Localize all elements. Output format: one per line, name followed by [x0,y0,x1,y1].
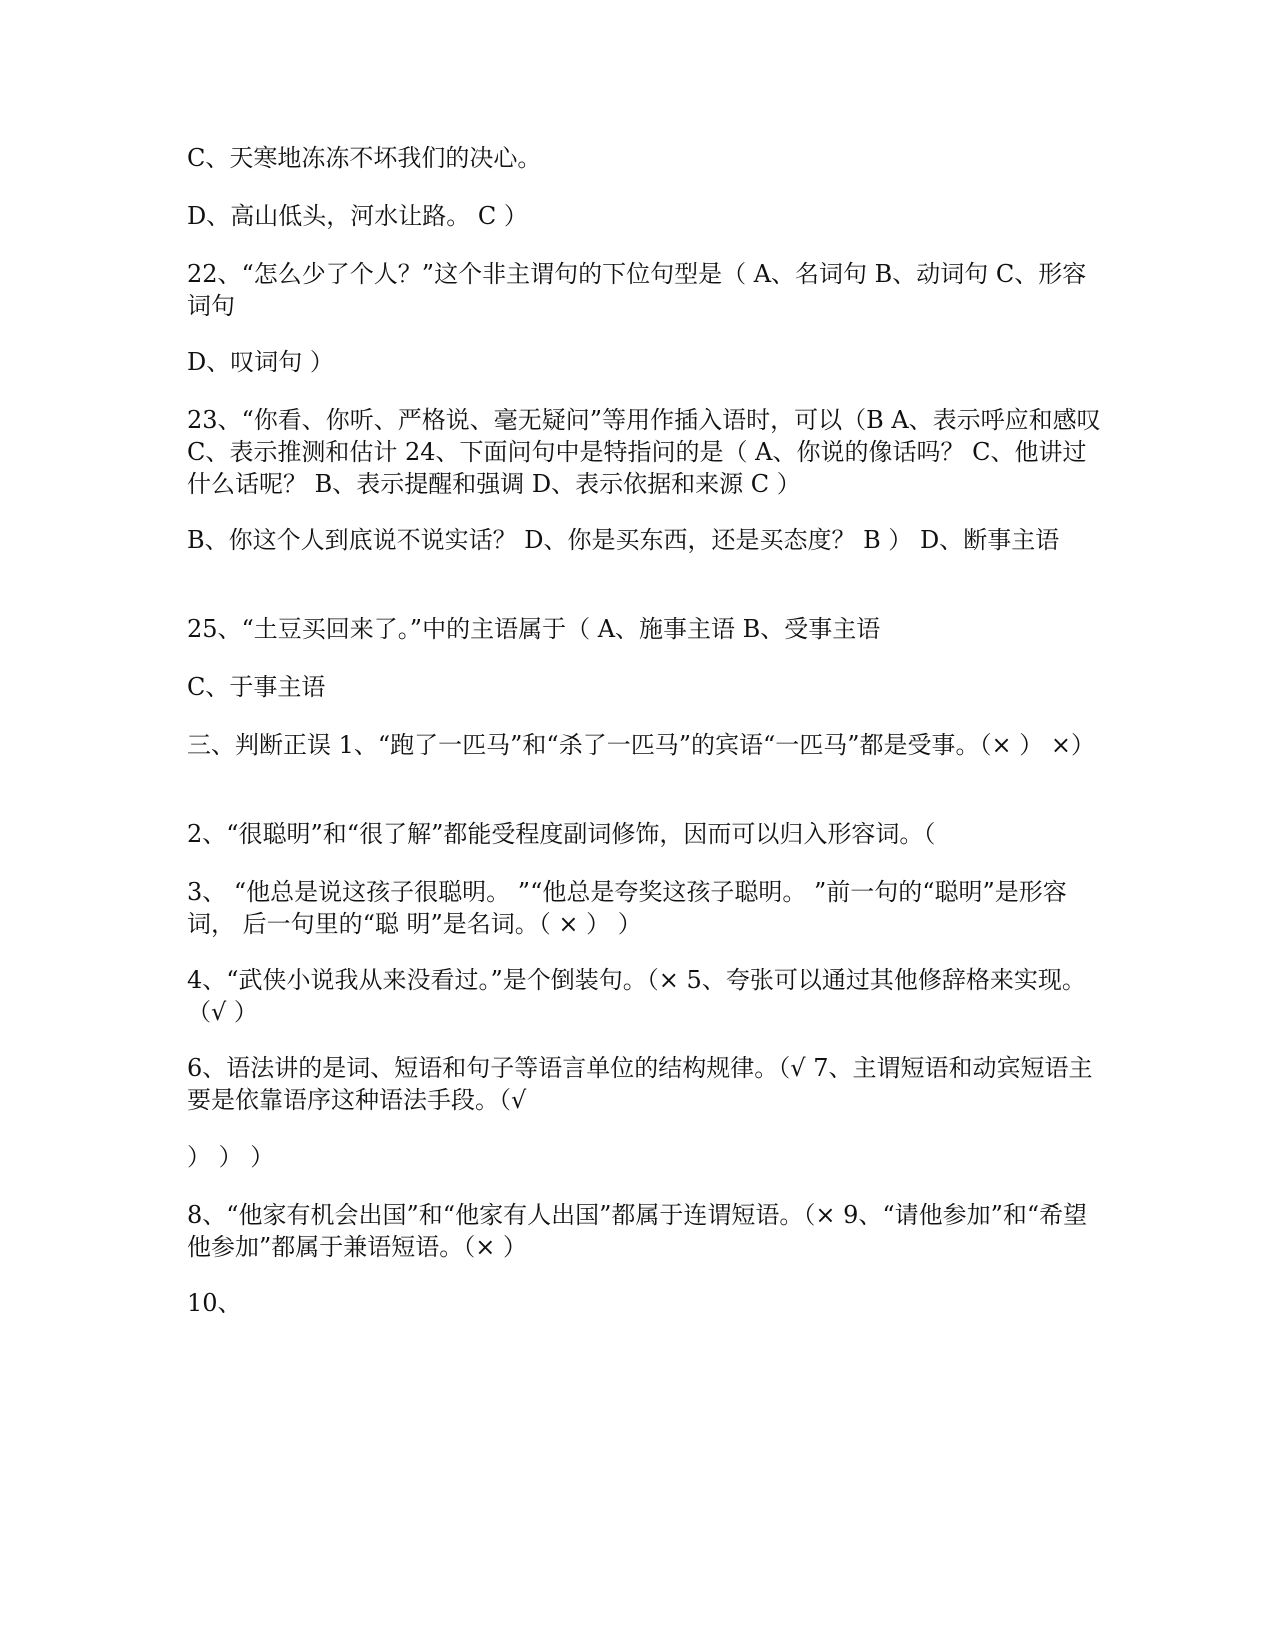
section-three-item-1: 三、判断正误 1、“跑了一匹马”和“杀了一匹马”的宾语“一匹马”都是受事。（× ） ×） [187,731,1095,759]
question-25-option-c: C、于事主语 [187,673,326,701]
option-c-line: C、天寒地冻冻不坏我们的决心。 [187,144,542,172]
questions-23-24-options: B、你这个人到底说不说实话？ D、你是买东西，还是买态度？ B ） D、断事主语 [187,526,1060,554]
section-three-items-6-7: 6、语法讲的是词、短语和句子等语言单位的结构规律。（√ 7、主谓短语和动宾短语主要是依靠语序这种语法手段。（√ [187,1054,1093,1114]
questions-23-24: 23、“你看、你听、严格说、毫无疑问”等用作插入语时，可以（B A、表示呼应和感叹 C、表示推测和估计 24、下面问句中是特指问的是（ A、你说的像话吗？ C、他讲过什么话呢？ B、表示提醒和强调 D、表示依据和来源 C ） [187,406,1101,498]
section-three-item-3: 3、 “他总是说这孩子很聪明。 ”“他总是夸奖这孩子聪明。 ”前一句的“聪明”是形容词， 后一句里的“聪 明”是名词。（ × ） ） [187,878,1067,938]
closing-brackets-line: ） ） ） [187,1143,275,1171]
section-three-items-4-5: 4、“武侠小说我从来没看过。”是个倒装句。（× 5、夸张可以通过其他修辞格来实现。（√ ） [187,966,1086,1026]
question-22-option-d: D、叹词句 ） [187,348,334,376]
option-d-line: D、高山低头，河水让路。 C ） [187,202,528,230]
question-22: 22、“怎么少了个人？”这个非主谓句的下位句型是（ A、名词句 B、动词句 C、形容词句 [187,260,1087,320]
section-three-item-2: 2、“很聪明”和“很了解”都能受程度副词修饰，因而可以归入形容词。（ [187,820,936,848]
section-three-item-10: 10、 [187,1289,242,1317]
section-three-items-8-9: 8、“他家有机会出国”和“他家有人出国”都属于连谓短语。（× 9、“请他参加”和“希望他参加”都属于兼语短语。（× ） [187,1201,1088,1261]
question-25: 25、“土豆买回来了。”中的主语属于（ A、施事主语 B、受事主语 [187,615,881,643]
